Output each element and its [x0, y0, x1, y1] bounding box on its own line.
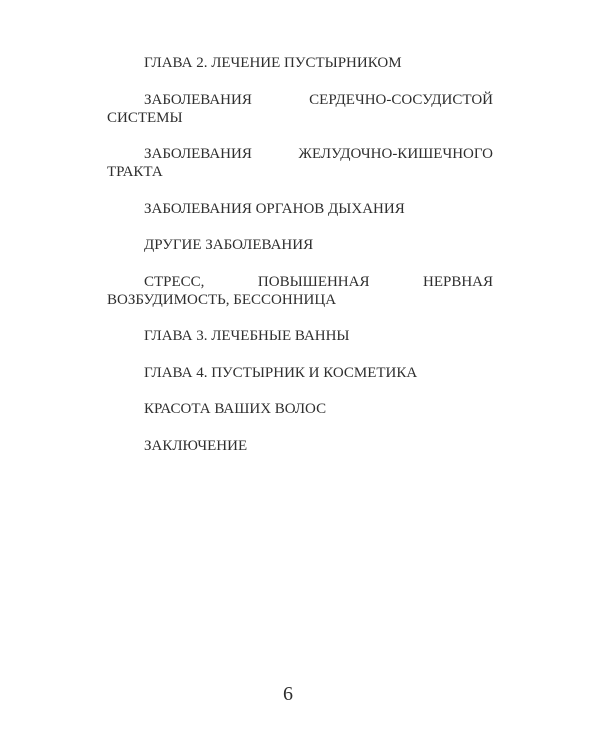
toc-entry-line: ЗАКЛЮЧЕНИЕ	[144, 437, 248, 454]
toc-entry	[107, 327, 493, 345]
toc-entry-line: ГЛАВА 4. ПУСТЫРНИК И КОСМЕТИКА	[144, 364, 418, 381]
toc-entry-line: ЗАБОЛЕВАНИЯ ОРГАНОВ ДЫХАНИЯ	[144, 200, 405, 217]
toc-entry-line: СИСТЕМЫ	[107, 109, 183, 126]
toc-entry	[107, 200, 493, 218]
toc-entry-line: СТРЕСС, ПОВЫШЕННАЯ НЕРВНАЯ	[144, 273, 493, 290]
page-number: 6	[283, 683, 293, 705]
toc-entry-line: ВОЗБУДИМОСТЬ, БЕССОННИЦА	[107, 291, 337, 308]
table-of-contents	[107, 54, 493, 473]
toc-entry	[107, 145, 493, 181]
toc-entry	[107, 54, 493, 72]
toc-entry-line: ДРУГИЕ ЗАБОЛЕВАНИЯ	[144, 237, 314, 253]
toc-entry	[107, 437, 493, 455]
toc-entry	[107, 236, 493, 254]
toc-entry-line: ЗАБОЛЕВАНИЯ ЖЕЛУДОЧНО-КИШЕЧНОГО	[144, 146, 493, 162]
toc-entry-line: ГЛАВА 3. ЛЕЧЕБНЫЕ ВАННЫ	[144, 328, 350, 344]
toc-entry	[107, 273, 493, 309]
toc-entry	[107, 400, 493, 418]
toc-entry-line: ЗАБОЛЕВАНИЯ СЕРДЕЧНО-СОСУДИСТОЙ	[144, 91, 493, 108]
toc-entry	[107, 91, 493, 127]
toc-entry-line: ГЛАВА 2. ЛЕЧЕНИЕ ПУСТЫРНИКОМ	[144, 55, 402, 71]
toc-entry	[107, 364, 493, 382]
toc-entry-line: ТРАКТА	[107, 164, 163, 180]
toc-entry-line: КРАСОТА ВАШИХ ВОЛОС	[144, 401, 327, 417]
